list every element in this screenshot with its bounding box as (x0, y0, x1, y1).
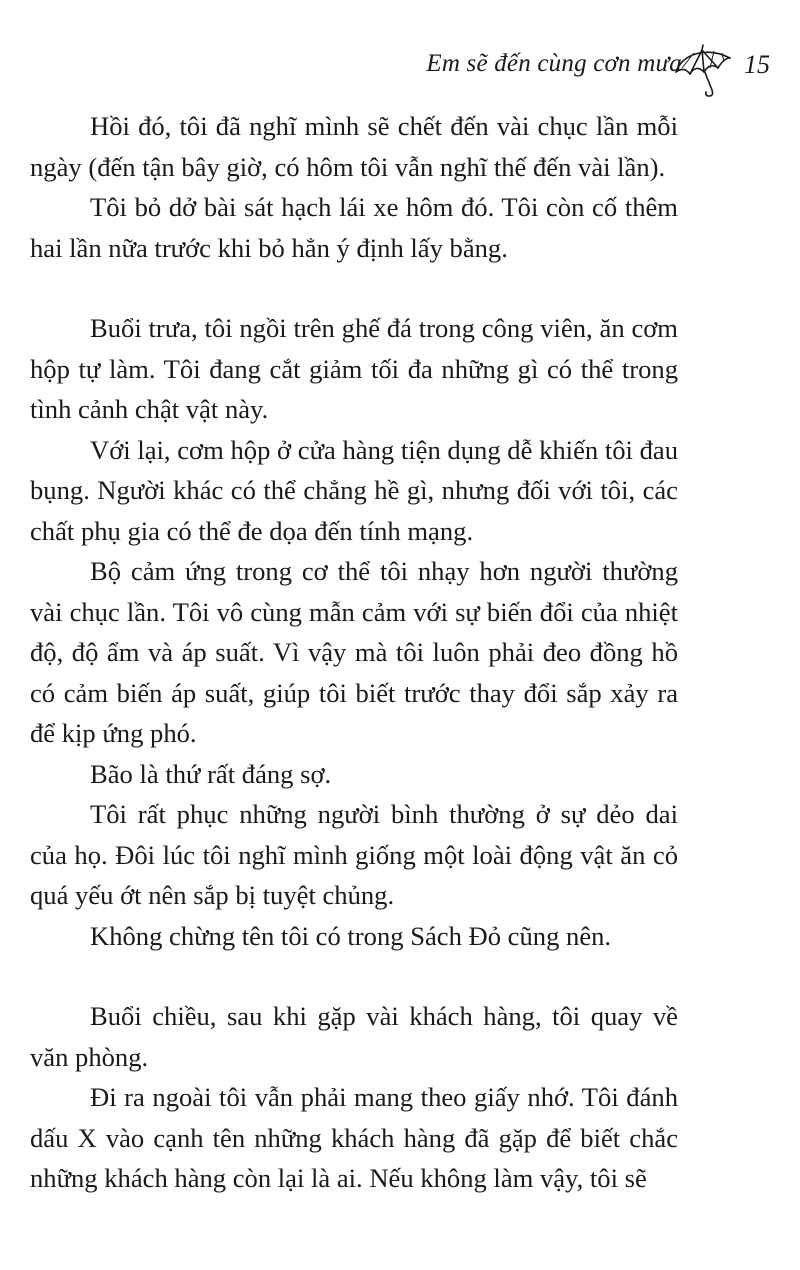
paragraph: Không chừng tên tôi có trong Sách Đỏ cũng nên. (90, 920, 612, 951)
book-title: Em sẽ đến cùng cơn mưa (426, 50, 682, 77)
paragraph: Tôi bỏ dở bài sát hạch lái xe hôm đó. Tôi còn cố thêm hai lần nữa trước khi bỏ hẳn ý định lấy bằng. (30, 192, 678, 263)
running-header (0, 44, 800, 94)
paragraph: Hồi đó, tôi đã nghĩ mình sẽ chết đến vài chục lần mỗi ngày (đến tận bây giờ, có hôm tôi vẫn nghĩ thế đến vài lần). (30, 111, 678, 182)
paragraph: Với lại, cơm hộp ở cửa hàng tiện dụng dễ khiến tôi đau bụng. Người khác có thể chẳng hề gì, nhưng đối với tôi, các chất phụ gia có thể đe dọa đến tính mạng. (30, 434, 678, 546)
section-break (30, 268, 678, 308)
paragraph: Bộ cảm ứng trong cơ thể tôi nhạy hơn người thường vài chục lần. Tôi vô cùng mẫn cảm với sự biến đổi của nhiệt độ, độ ẩm và áp suất. Vì vậy mà tôi luôn phải đeo đồng hồ có cảm biến áp suất, giúp tôi biết trước thay đổi sắp xảy ra để kịp ứng phó. (30, 556, 678, 748)
body-text (30, 106, 678, 1199)
paragraph: Tôi rất phục những người bình thường ở sự dẻo dai của họ. Đôi lúc tôi nghĩ mình giống một loài động vật ăn cỏ quá yếu ớt nên sắp bị tuyệt chủng. (30, 799, 678, 910)
paragraph: Buổi chiều, sau khi gặp vài khách hàng, tôi quay về văn phòng. (30, 1001, 678, 1072)
page-number: 15 (744, 50, 770, 79)
section-break (30, 956, 678, 996)
paragraph: Buổi trưa, tôi ngồi trên ghế đá trong công viên, ăn cơm hộp tự làm. Tôi đang cắt giảm tối đa những gì có thể trong tình cảnh chật vật này. (30, 313, 678, 424)
umbrella-icon (672, 44, 734, 100)
paragraph: Đi ra ngoài tôi vẫn phải mang theo giấy nhớ. Tôi đánh dấu X vào cạnh tên những khách hàng đã gặp để biết chắc những khách hàng còn lại là ai. Nếu không làm vậy, tôi sẽ (30, 1082, 678, 1193)
paragraph: Bão là thứ rất đáng sợ. (90, 758, 332, 789)
